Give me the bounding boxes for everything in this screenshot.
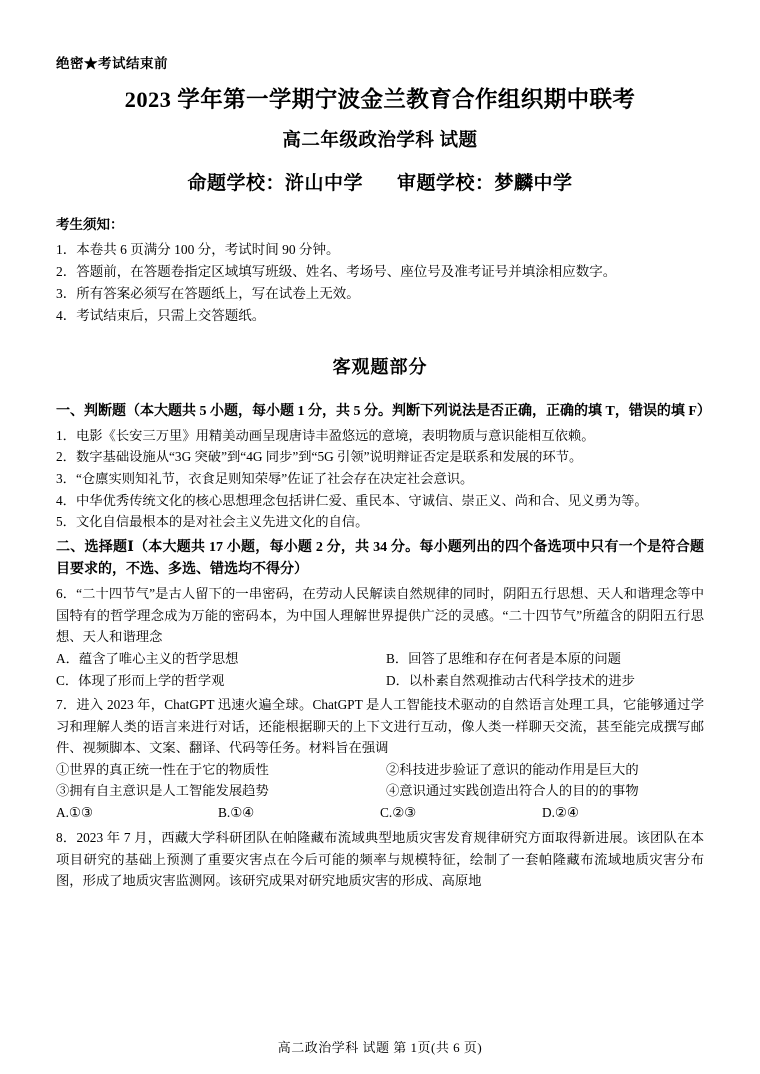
judgement-question: 1．电影《长安三万里》用精美动画呈现唐诗丰盈悠远的意境，表明物质与意识能相互依赖。 bbox=[56, 427, 595, 443]
notice-item: 4．考试结束后，只需上交答题纸。 bbox=[56, 307, 266, 323]
part-two-title: 二、选择题Ⅰ（本大题共 17 小题，每小题 2 分，共 34 分。每小题列出的四个备选项中只有一个是符合题目要求的，不选、多选、错选均不得分） bbox=[56, 539, 704, 577]
part-one-title: 一、判断题（本大题共 5 小题，每小题 1 分，共 5 分。判断下列说法是否正确，正确的填 T，错误的填 F） bbox=[56, 403, 711, 419]
objective-section-title: 客观题部分 bbox=[332, 356, 428, 377]
option-row bbox=[56, 648, 704, 670]
statement-1: ①世界的真正统一性在于它的物质性 bbox=[56, 761, 269, 777]
option-a: A.①③ bbox=[56, 804, 93, 820]
notice-title: 考生须知： bbox=[56, 217, 124, 233]
statement-row bbox=[56, 780, 704, 802]
notice-item: 3．所有答案必须写在答题纸上，写在试卷上无效。 bbox=[56, 285, 360, 301]
page-title: 2023 学年第一学期宁波金兰教育合作组织期中联考 bbox=[124, 87, 636, 112]
choice-question-stem: 6．“二十四节气”是古人留下的一串密码，在劳动人民解读自然规律的同时，阴阳五行思想、天人和谐理念等中国特有的哲学理念成为万能的密码本，为中国人理解世界提供广泛的灵感。“二十四节气”所蕴含的阴阳五行思想、天人和谐理念 bbox=[56, 586, 704, 645]
option-b: B.①④ bbox=[218, 804, 255, 820]
statement-row bbox=[56, 759, 704, 781]
notice-item: 2．答题前，在答题卷指定区域填写班级、姓名、考场号、座位号及准考证号并填涂相应数字。 bbox=[56, 263, 617, 279]
secret-line: 绝密★考试结束前 bbox=[56, 56, 168, 71]
option-row bbox=[56, 670, 704, 692]
option-a: A．蕴含了唯心主义的哲学思想 bbox=[56, 650, 239, 666]
judgement-question: 3．“仓廪实则知礼节，衣食足则知荣辱”佐证了社会存在决定社会意识。 bbox=[56, 471, 474, 487]
statement-2: ②科技进步验证了意识的能动作用是巨大的 bbox=[386, 761, 639, 777]
option-b: B．回答了思维和存在何者是本原的问题 bbox=[386, 650, 621, 666]
choice-question-stem: 7．进入 2023 年，ChatGPT 迅速火遍全球。ChatGPT 是人工智能技术驱动的自然语言处理工具，它能够通过学习和理解人类的语言来进行对话，还能根据聊天的上下文进行互动，像人类一样聊天交流，甚至能完成撰写邮件、视频脚本、文案、翻译、代码等任务。材料旨在强调 bbox=[56, 697, 704, 756]
statement-3: ③拥有自主意识是人工智能发展趋势 bbox=[56, 783, 269, 799]
option-c: C．体现了形而上学的哲学观 bbox=[56, 672, 225, 688]
judgement-question: 4．中华优秀传统文化的核心思想理念包括讲仁爱、重民本、守诚信、崇正义、尚和合、见义勇为等。 bbox=[56, 492, 648, 508]
schools-line bbox=[56, 168, 704, 195]
statement-4: ④意识通过实践创造出符合人的目的的事物 bbox=[386, 783, 639, 799]
subject-subtitle: 高二年级政治学科 试题 bbox=[282, 131, 478, 152]
reviewer-school: 审题学校：梦麟中学 bbox=[397, 173, 573, 195]
judgement-question: 2．数字基础设施从“3G 突破”到“4G 同步”到“5G 引领”说明辩证否定是联系和发展的环节。 bbox=[56, 449, 583, 465]
option-row bbox=[56, 802, 704, 825]
option-d: D.②④ bbox=[542, 804, 579, 820]
choice-question-stem: 8．2023 年 7 月，西藏大学科研团队在帕隆藏布流域典型地质灾害发育规律研究方面取得新进展。该团队在本项目研究的基础上预测了重要灾害点在今后可能的频率与规模特征，绘制了一套帕隆藏布流域地质灾害分布图，形成了地质灾害监测网。该研究成果对研究地质灾害的形成、高原地 bbox=[56, 830, 704, 889]
page-footer: 高二政治学科 试题 第 1页(共 6 页) bbox=[277, 1040, 483, 1055]
proposer-school: 命题学校：浒山中学 bbox=[187, 173, 363, 195]
judgement-question: 5．文化自信最根本的是对社会主义先进文化的自信。 bbox=[56, 514, 369, 530]
option-c: C.②③ bbox=[380, 804, 417, 820]
notice-item: 1．本卷共 6 页满分 100 分，考试时间 90 分钟。 bbox=[56, 242, 340, 258]
option-d: D．以朴素自然观推动古代科学技术的进步 bbox=[386, 672, 635, 688]
